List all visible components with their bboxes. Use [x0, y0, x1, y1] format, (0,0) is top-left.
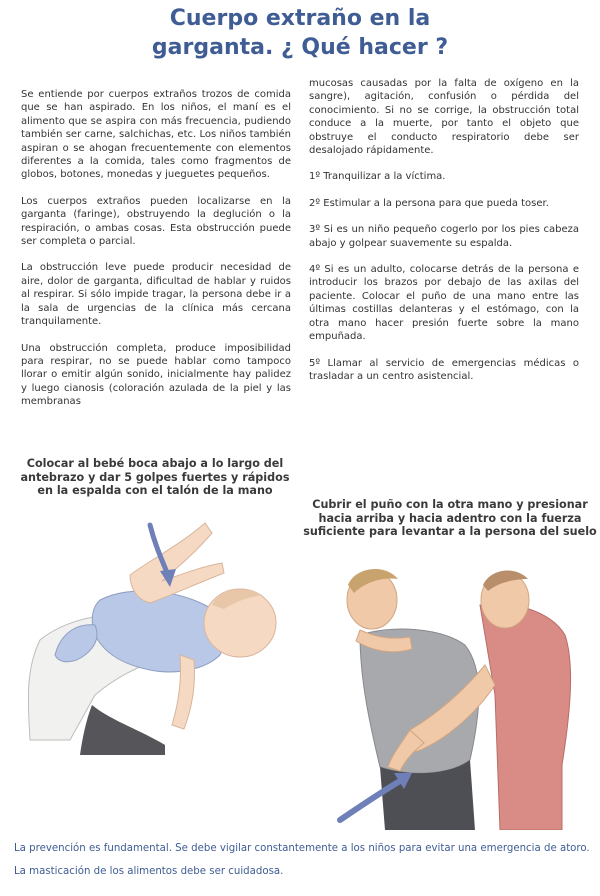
step-5: 5º Llamar al servicio de emergencias médicas o trasladar a un centro asistencial.	[309, 357, 579, 382]
adult-caption: Cubrir el puño con la otra mano y presionar hacia arriba y hacia adentro con la fuerza suficiente para levantar a la persona del suelo	[303, 498, 597, 538]
page-title	[0, 4, 600, 62]
paragraph-complete-obstruction: Una obstrucción completa, produce imposibilidad para respirar, no se puede hablar como tampoco llorar o emitir algún sonido, inicialmente hay palidez y luego cianosis (coloración azulada de la piel y las membranas	[21, 342, 291, 408]
paragraph-location: Los cuerpos extraños pueden localizarse en la garganta (faringe), obstruyendo la deglución o la respiración, o ambas cosas. Esta obstrucción puede ser completa o parcial.	[21, 195, 291, 248]
step-2: 2º Estimular a la persona para que pueda toser.	[309, 197, 549, 209]
paragraph-continuation: mucosas causadas por la falta de oxígeno en la sangre), agitación, confusión o pérdida del conocimiento. Si no se corrige, la obstrucción total conduce a la muerte, por tanto el objeto que obstruye el conducto respiratorio debe ser desalojado rápidamente.	[309, 78, 579, 157]
baby-back-blows-illustration	[0, 505, 300, 755]
step-1: 1º Tranquilizar a la víctima.	[309, 171, 446, 183]
chewing-note: La masticación de los alimentos debe ser cuidadosa.	[14, 866, 284, 877]
step-3: 3º Si es un niño pequeño cogerlo por los pies cabeza abajo y golpear suavemente su espalda.	[309, 224, 579, 249]
page-title-line-1: Cuerpo extraño en la	[169, 6, 431, 31]
baby-caption: Colocar al bebé boca abajo a lo largo del antebrazo y dar 5 golpes fuertes y rápidos en la espalda con el talón de la mano	[20, 457, 290, 497]
page-title-line-2: garganta. ¿ Qué hacer ?	[151, 35, 449, 60]
paragraph-definition: Se entiende por cuerpos extraños trozos de comida que se han aspirado. En los niños, el maní es el alimento que se aspira con más frecuencia, pudiendo también ser carne, salchichas, etc. Los niños también aspiran o se ahogan frecuentemente con elementos diferentes a la comida, tales como fragmentos de globos, botones, monedas y jueguetes pequeños.	[21, 89, 291, 181]
heimlich-maneuver-illustration	[300, 545, 600, 830]
prevention-note: La prevención es fundamental. Se debe vigilar constantemente a los niños para evitar una emergencia de atoro.	[14, 843, 590, 854]
paragraph-mild-obstruction: La obstrucción leve puede producir necesidad de aire, dolor de garganta, dificultad de hablar y ruidos al respirar. Si sólo impide tragar, la persona debe ir a la sala de urgencias de la clínica más cercana tranquilamente.	[21, 262, 291, 328]
right-text-column	[309, 77, 579, 396]
left-text-column	[21, 88, 291, 422]
step-4: 4º Si es un adulto, colocarse detrás de la persona e introducir los brazos por debajo de las axilas del paciente. Colocar el puño de una mano entre las últimas costillas delanteras y el estómago, con la otra mano hacer presión fuerte sobre la mano empuñada.	[309, 264, 579, 343]
